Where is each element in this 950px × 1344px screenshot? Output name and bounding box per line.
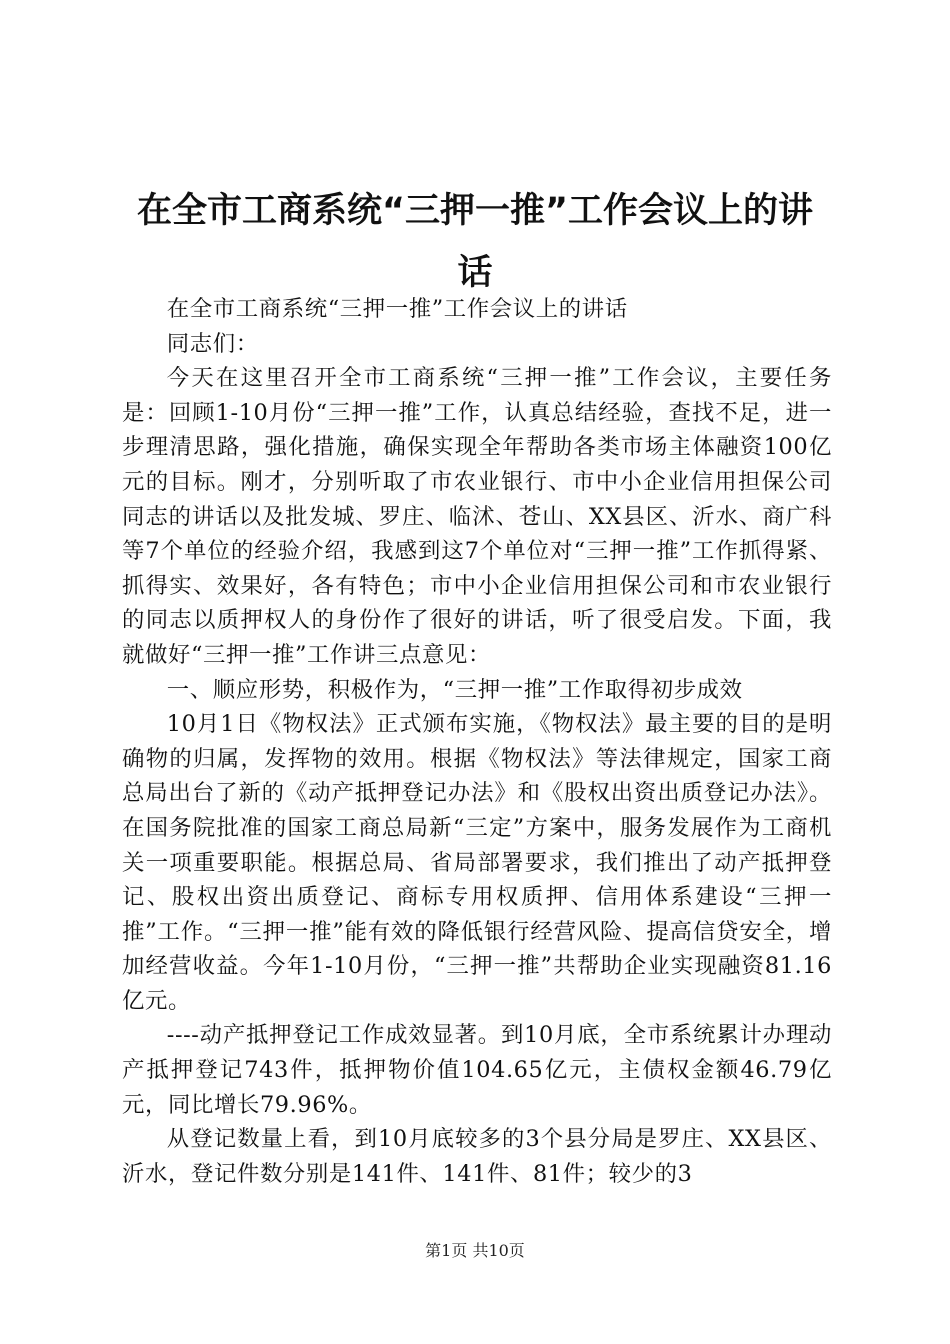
document-body bbox=[122, 292, 832, 1191]
body-paragraph: 今天在这里召开全市工商系统“三押一推”工作会议，主要任务是：回顾1-10月份“三押一推”工作，认真总结经验，查找不足，进一步理清思路，强化措施，确保实现全年帮助各类市场主体融资100亿元的目标。刚才，分别听取了市农业银行、市中小企业信用担保公司同志的讲话以及批发城、罗庄、临沭、苍山、XX县区、沂水、商广科等7个单位的经验介绍，我感到这7个单位对“三押一推”工作抓得紧、抓得实、效果好，各有特色；市中小企业信用担保公司和市农业银行的同志以质押权人的身份作了很好的讲话，听了很受启发。下面，我就做好“三押一推”工作讲三点意见： bbox=[122, 365, 832, 668]
subtitle-paragraph: 在全市工商系统“三押一推”工作会议上的讲话 bbox=[166, 296, 628, 322]
salutation-paragraph: 同志们： bbox=[166, 330, 259, 357]
document-title: 在全市工商系统“三押一推”工作会议上的讲话 bbox=[136, 191, 813, 293]
body-paragraph: 10月1日《物权法》正式颁布实施，《物权法》最主要的目的是明确物的归属，发挥物的效用。根据《物权法》等法律规定，国家工商总局出台了新的《动产抵押登记办法》和《股权出资出质登记办法》。在国务院批准的国家工商总局新“三定”方案中，服务发展作为工商机关一项重要职能。根据总局、省局部署要求，我们推出了动产抵押登记、股权出资出质登记、商标专用权质押、信用体系建设“三押一推”工作。“三押一推”能有效的降低银行经营风险、提高信贷安全，增加经营收益。今年1-10月份，“三押一推”共帮助企业实现融资81.16亿元。 bbox=[122, 711, 832, 1014]
section-heading: 一、顺应形势，积极作为，“三押一推”工作取得初步成效 bbox=[166, 676, 743, 703]
page-footer: 第1页 共10页 bbox=[425, 1241, 525, 1260]
body-paragraph: 从登记数量上看，到10月底较多的3个县分局是罗庄、XX县区、沂水，登记件数分别是141件、141件、81件；较少的3 bbox=[122, 1126, 832, 1187]
body-paragraph: ----动产抵押登记工作成效显著。到10月底，全市系统累计办理动产抵押登记743件，抵押物价值104.65亿元，主债权金额46.79亿元，同比增长79.96%。 bbox=[122, 1022, 832, 1118]
